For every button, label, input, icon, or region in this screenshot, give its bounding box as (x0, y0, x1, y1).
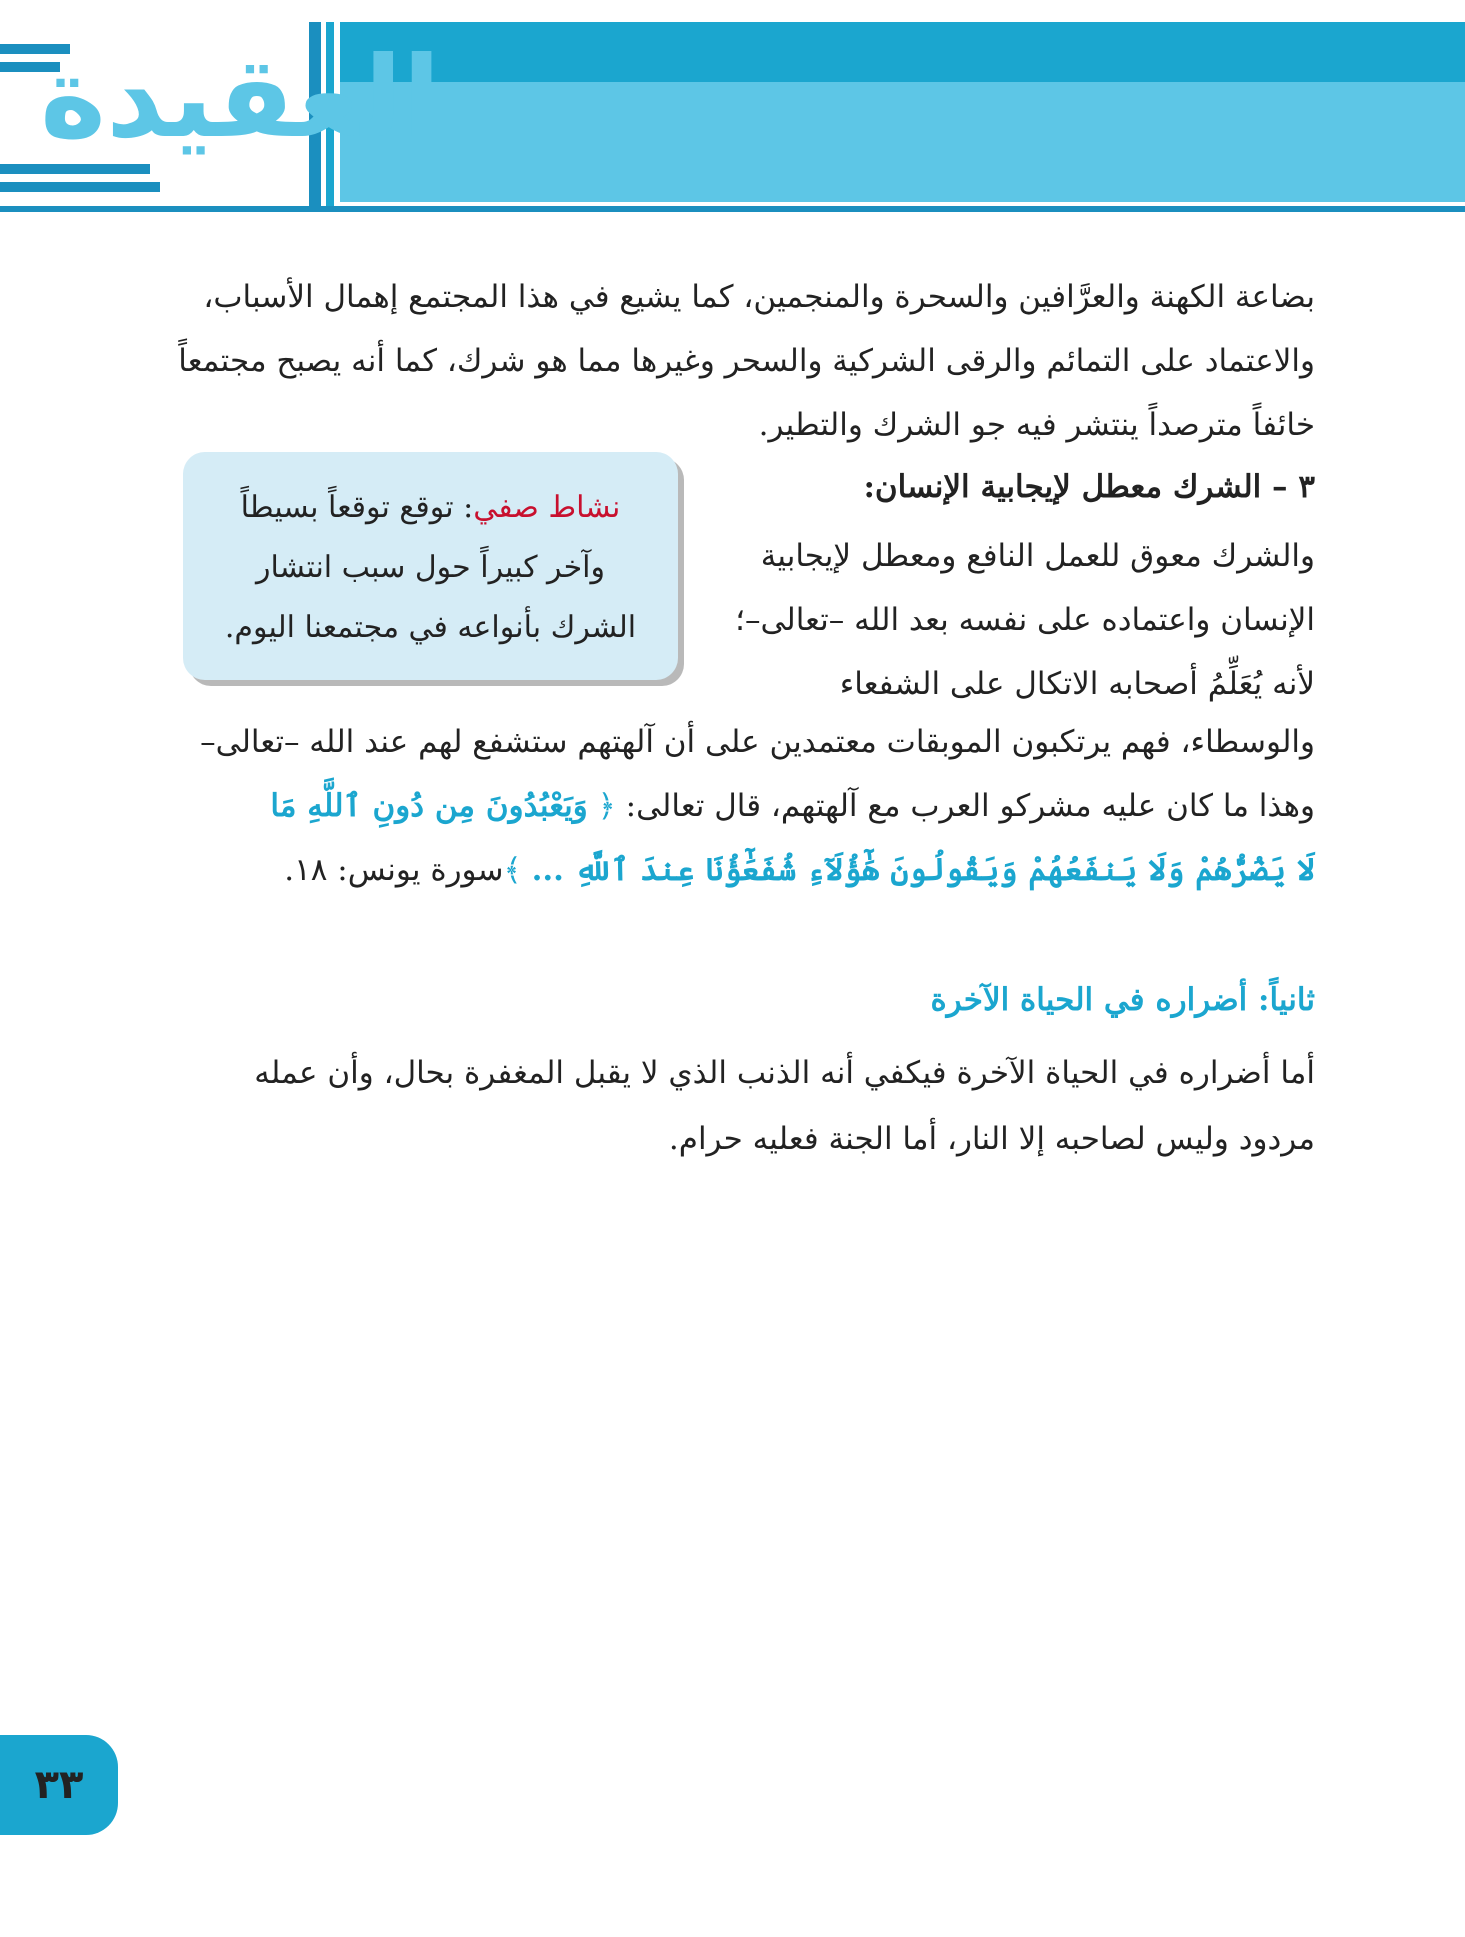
section-heading: ٣ – الشرك معطل لإيجابية الإنسان: (863, 469, 1315, 505)
logo-stripe (0, 164, 150, 174)
text-line: خائفاً مترصداً ينتشر فيه جو الشرك والتطير. (758, 407, 1315, 443)
text-line: أما أضراره في الحياة الآخرة فيكفي أنه الذنب الذي لا يقبل المغفرة بحال، وأن عمله (254, 1055, 1315, 1091)
text-line: بضاعة الكهنة والعرَّافين والسحرة والمنجمين، كما يشيع في هذا المجتمع إهمال الأسباب، (203, 279, 1315, 315)
text-line: لأنه يُعَلِّمُ أصحابه الاتكال على الشفعاء (839, 666, 1315, 702)
quran-verse-part: لَا يَضُرُّهُمْ وَلَا يَنفَعُهُمْ وَيَقُولُونَ هَٰٓؤُلَآءِ شُفَعَٰٓؤُنَا عِندَ ٱللَّهِ ... (531, 852, 1315, 888)
verse-reference: سورة يونس: ١٨. (284, 852, 504, 888)
verse-paragraph (145, 710, 1315, 902)
activity-text: وآخر كبيراً حول سبب انتشار (256, 550, 605, 585)
subject-logo (0, 22, 441, 206)
text-line: والوسطاء، فهم يرتكبون الموبقات معتمدين على أن آلهتهم ستشفع لهم عند الله –تعالى– (200, 724, 1315, 760)
text-line (145, 774, 1315, 838)
header-band-dark (340, 22, 1465, 82)
activity-line (211, 478, 650, 538)
page-number-tab (0, 1735, 118, 1835)
quran-verse-part: وَيَعْبُدُونَ مِن دُونِ ٱللَّهِ مَا (270, 788, 588, 824)
logo-title: العقيدة (40, 33, 441, 163)
activity-text: : توقع توقعاً بسيطاً (240, 490, 474, 525)
intro-paragraph (145, 265, 1315, 457)
header-rule (0, 206, 1465, 212)
activity-text: الشرك بأنواعه في مجتمعنا اليوم. (224, 610, 637, 645)
text-line: مردود وليس لصاحبه إلا النار، أما الجنة فعليه حرام. (668, 1121, 1315, 1157)
text-line: والاعتماد على التمائم والرقى الشركية والسحر وغيرها مما هو شرك، كما أنه يصبح مجتمعاً (178, 343, 1315, 379)
verse-intro: وهذا ما كان عليه مشركو العرب مع آلهتهم، قال تعالى: (625, 788, 1315, 824)
header-band-light (340, 82, 1465, 202)
text-line (145, 838, 1315, 902)
text-line: والشرك معوق للعمل النافع ومعطل لإيجابية (760, 538, 1315, 574)
afterlife-paragraph (145, 1040, 1315, 1172)
activity-label: نشاط صفي (473, 490, 621, 525)
text-line: الإنسان واعتماده على نفسه بعد الله –تعالى–؛ (735, 602, 1315, 638)
section-heading-afterlife: ثانياً: أضراره في الحياة الآخرة (930, 982, 1315, 1018)
page-number: ٣٣ (34, 1762, 84, 1808)
quran-bracket-close: ﴾ (503, 852, 522, 888)
logo-stripe (0, 182, 160, 192)
class-activity-box (183, 452, 678, 680)
quran-bracket-open: ﴿ (597, 788, 616, 824)
